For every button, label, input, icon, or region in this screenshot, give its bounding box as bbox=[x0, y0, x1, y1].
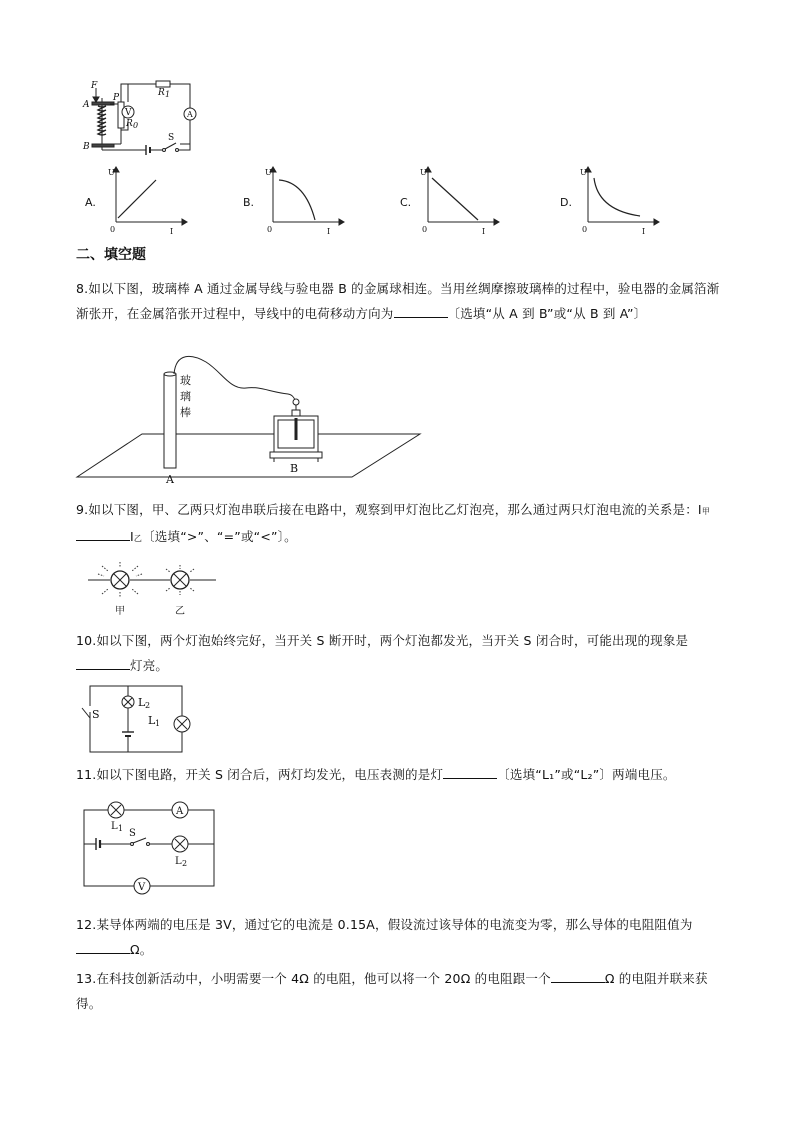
q7-option-b-i: I bbox=[327, 227, 331, 236]
q11-answer-blank[interactable] bbox=[443, 764, 497, 779]
q11-label-l1-sub: 1 bbox=[118, 824, 124, 833]
q10-text bbox=[76, 628, 724, 678]
q8-answer-blank[interactable] bbox=[394, 303, 448, 318]
q9-text-a: 9.如以下图，甲、乙两只灯泡串联后接在电路中，观察到甲灯泡比乙灯泡亮，那么通过两只灯泡电流的关系是：I bbox=[76, 502, 702, 517]
q7-label-A: A bbox=[83, 100, 90, 110]
q11-label-s: S bbox=[129, 828, 136, 839]
q9-text bbox=[76, 497, 724, 551]
q7-option-c-graph[interactable] bbox=[420, 166, 500, 236]
q10-circuit-figure bbox=[74, 682, 200, 756]
q7-option-d-origin: 0 bbox=[582, 225, 588, 234]
q7-label-F: F bbox=[91, 81, 98, 91]
q10-text-b: 灯亮。 bbox=[130, 658, 169, 673]
q7-label-R1: R bbox=[158, 88, 165, 98]
q7-option-b-u: U bbox=[265, 168, 272, 177]
q9-label-jia: 甲 bbox=[115, 606, 125, 617]
q7-option-a-letter[interactable]: A. bbox=[85, 196, 96, 209]
q11-text bbox=[76, 762, 724, 787]
q7-label-R1-sub: 1 bbox=[165, 90, 171, 99]
q8-rod-char-1: 玻 bbox=[180, 374, 191, 387]
q11-text-a: 11.如以下图电路，开关 S 闭合后，两灯均发光，电压表测的是灯 bbox=[76, 767, 444, 782]
q9-answer-blank[interactable] bbox=[76, 526, 130, 541]
q10-label-l1: L bbox=[148, 714, 156, 727]
q7-option-d-u: U bbox=[580, 168, 587, 177]
q8-text-a: 8.如以下图，玻璃棒 A 通过金属导线与验电器 B 的金属球相连。当用丝绸摩擦玻璃棒的过程中，验电器的金属箔渐渐张开，在金属箔张开过程中，导线中的电荷移动方向为 bbox=[76, 281, 720, 321]
q7-option-a-i: I bbox=[170, 227, 174, 236]
q10-label-l1-sub: 1 bbox=[155, 719, 161, 728]
q7-switch-label: S bbox=[168, 133, 175, 143]
q11-label-l2-sub: 2 bbox=[182, 859, 188, 868]
q11-ammeter-label: A bbox=[176, 806, 184, 817]
section-title: 二、填空题 bbox=[76, 247, 146, 263]
q13-text-a: 13.在科技创新活动中，小明需要一个 4Ω 的电阻，他可以将一个 20Ω 的电阻跟一个 bbox=[76, 971, 551, 986]
q8-rod-char-2: 璃 bbox=[180, 390, 191, 403]
q12-answer-blank[interactable] bbox=[76, 939, 130, 954]
q12-text-a: 12.某导体两端的电压是 3V，通过它的电流是 0.15A，假设流过该导体的电流变为零，那么导体的电阻阻值为 bbox=[76, 917, 693, 932]
q7-option-a-graph[interactable] bbox=[108, 166, 188, 236]
q7-label-R0: R bbox=[126, 119, 133, 129]
q9-sub-yi: 乙 bbox=[133, 534, 143, 543]
q7-voltmeter-label: V bbox=[125, 108, 132, 118]
q9-bulbs-figure bbox=[84, 560, 224, 620]
q7-option-c-u: U bbox=[420, 168, 427, 177]
q8-label-b: B bbox=[290, 462, 299, 475]
q7-option-d-i: I bbox=[642, 227, 646, 236]
q8-rod-char-3: 棒 bbox=[180, 406, 191, 419]
q8-electroscope-figure bbox=[74, 350, 424, 488]
q7-option-c-i: I bbox=[482, 227, 486, 236]
q7-label-R0-sub: 0 bbox=[133, 121, 139, 130]
q8-text-b: 〔选填“从 A 到 B”或“从 B 到 A”〕 bbox=[447, 306, 647, 321]
q12-text bbox=[76, 912, 724, 962]
q13-text bbox=[76, 966, 724, 1016]
q11-voltmeter-label: V bbox=[138, 882, 146, 893]
q7-option-b-letter[interactable]: B. bbox=[243, 196, 255, 209]
q10-label-s: S bbox=[92, 708, 100, 721]
q7-option-b-origin: 0 bbox=[267, 225, 273, 234]
q11-label-l2: L bbox=[175, 856, 182, 867]
q10-text-a: 10.如以下图，两个灯泡始终完好，当开关 S 断开时，两个灯泡都发光，当开关 S 闭合时，可能出现的现象是 bbox=[76, 633, 689, 648]
q7-option-d-letter[interactable]: D. bbox=[560, 196, 572, 209]
q7-option-a-u: U bbox=[108, 168, 115, 177]
q7-option-b-graph[interactable] bbox=[265, 166, 345, 236]
q9-label-yi: 乙 bbox=[175, 606, 185, 617]
q13-answer-blank[interactable] bbox=[551, 968, 605, 983]
q9-sub-jia: 甲 bbox=[701, 507, 711, 516]
q7-option-a-origin: 0 bbox=[110, 225, 116, 234]
q11-circuit-figure bbox=[80, 796, 220, 896]
q7-label-P: P bbox=[113, 93, 120, 103]
q9-text-b: 〔选填“>”、“=”或“<”〕。 bbox=[142, 529, 297, 544]
q7-circuit-figure bbox=[80, 78, 200, 158]
q7-option-c-letter[interactable]: C. bbox=[400, 196, 412, 209]
q10-label-l2: L bbox=[138, 696, 146, 709]
q7-label-B: B bbox=[83, 142, 90, 152]
q10-answer-blank[interactable] bbox=[76, 655, 130, 670]
q11-label-l1: L bbox=[111, 821, 118, 832]
q11-text-b: 〔选填“L₁”或“L₂”〕两端电压。 bbox=[497, 767, 676, 782]
q7-ammeter-label: A bbox=[187, 110, 193, 119]
q13-text-b: Ω 的电阻并联来获得。 bbox=[76, 971, 708, 1011]
q8-label-a: A bbox=[166, 473, 174, 486]
q7-option-c-origin: 0 bbox=[422, 225, 428, 234]
q10-label-l2-sub: 2 bbox=[145, 701, 151, 710]
q7-option-d-graph[interactable] bbox=[580, 166, 660, 236]
q12-text-b: Ω。 bbox=[130, 942, 153, 957]
q8-text bbox=[76, 276, 724, 326]
q9-text-mid: I bbox=[130, 529, 134, 544]
